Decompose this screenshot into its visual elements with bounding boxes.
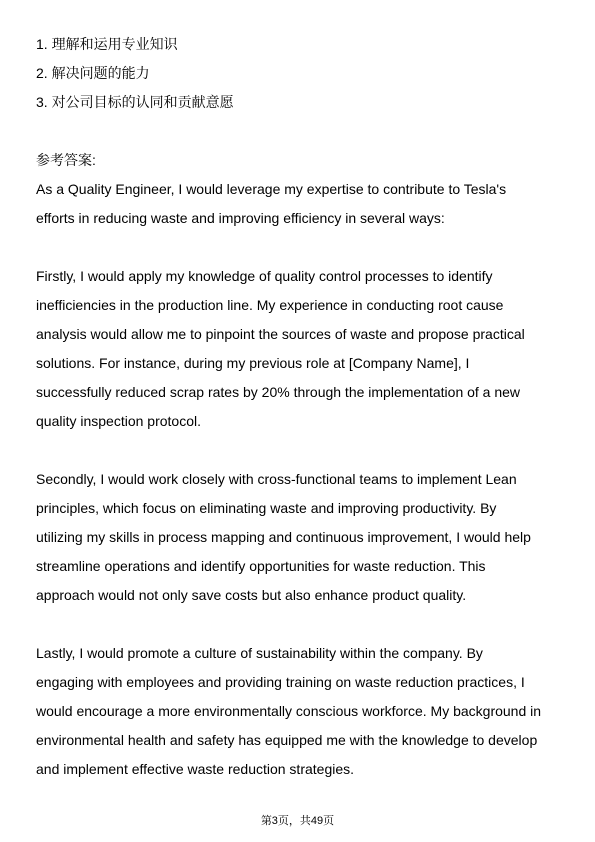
- text-line: utilizing my skills in process mapping and continuous improvement, I would help: [36, 529, 531, 545]
- text-line: inefficiencies in the production line. My experience in conducting root cause: [36, 297, 504, 313]
- text-line: would encourage a more environmentally conscious workforce. My background in: [36, 703, 542, 719]
- text-line: efforts in reducing waste and improving efficiency in several ways:: [36, 210, 445, 226]
- text-line: principles, which focus on eliminating waste and improving productivity. By: [36, 500, 497, 516]
- paragraph-lastly: [36, 639, 566, 784]
- paragraph-secondly: [36, 465, 566, 610]
- spacer: [36, 117, 566, 146]
- list-item: 3. 对公司目标的认同和贡献意愿: [36, 94, 234, 110]
- spacer: [36, 610, 566, 639]
- text-line: As a Quality Engineer, I would leverage my expertise to contribute to Tesla's: [36, 181, 507, 197]
- text-line: engaging with employees and providing training on waste reduction practices, I: [36, 674, 525, 690]
- text-line: successfully reduced scrap rates by 20% through the implementation of a new: [36, 384, 521, 400]
- text-line: Firstly, I would apply my knowledge of quality control processes to identify: [36, 268, 493, 284]
- text-line: analysis would allow me to pinpoint the sources of waste and propose practical: [36, 326, 525, 342]
- spacer: [36, 436, 566, 465]
- paragraph-firstly: [36, 262, 566, 436]
- text-line: Secondly, I would work closely with cross-functional teams to implement Lean: [36, 471, 517, 487]
- text-line: environmental health and safety has equipped me with the knowledge to develop: [36, 732, 538, 748]
- text-line: and implement effective waste reduction strategies.: [36, 761, 355, 777]
- spacer: [36, 233, 566, 262]
- criteria-list: [36, 30, 566, 117]
- page-number: 第3页，共49页: [260, 815, 335, 827]
- list-item: 2. 解决问题的能力: [36, 65, 150, 81]
- text-line: solutions. For instance, during my previous role at [Company Name], I: [36, 355, 470, 371]
- text-line: streamline operations and identify opportunities for waste reduction. This: [36, 558, 486, 574]
- text-line: approach would not only save costs but also enhance product quality.: [36, 587, 467, 603]
- text-line: Lastly, I would promote a culture of sustainability within the company. By: [36, 645, 483, 661]
- list-item: 1. 理解和运用专业知识: [36, 36, 178, 52]
- answer-heading: 参考答案:: [36, 152, 96, 168]
- text-line: quality inspection protocol.: [36, 413, 201, 429]
- page-content: [36, 30, 566, 784]
- paragraph-intro: [36, 175, 566, 233]
